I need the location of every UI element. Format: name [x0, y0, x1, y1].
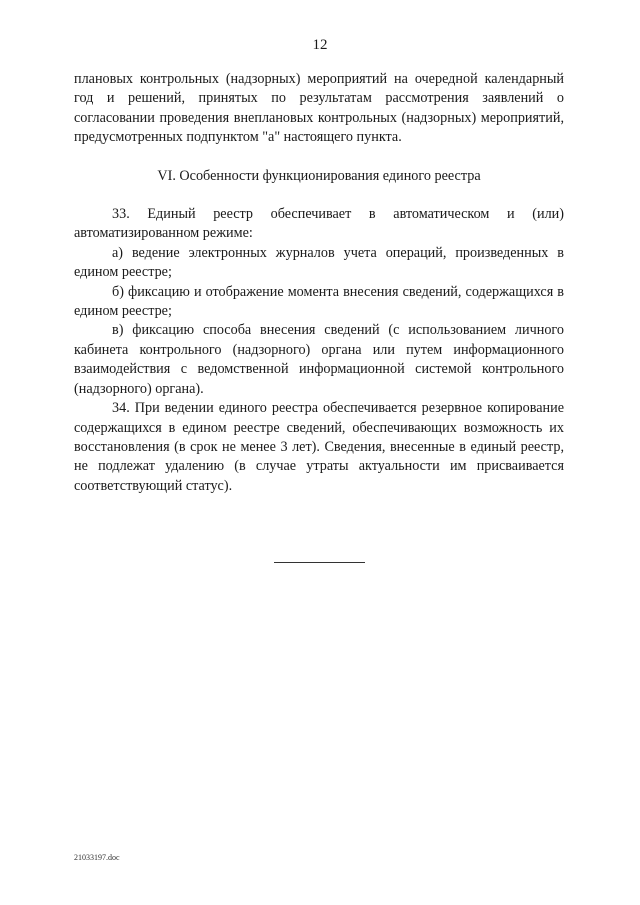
paragraph-33-a: а) ведение электронных журналов учета операций, произведенных в едином реестре; [74, 244, 564, 281]
footer-filename: 21033197.doc [74, 853, 120, 862]
page-number: 12 [312, 37, 328, 53]
paragraph-33-b: б) фиксацию и отображение момента внесения сведений, содержащихся в едином реестре; [74, 283, 564, 320]
paragraph-33: 33. Единый реестр обеспечивает в автоматическом и (или) автоматизированном режиме: [74, 206, 564, 242]
document-body [74, 70, 564, 496]
section-title: VI. Особенности функционирования единого реестра [157, 167, 481, 184]
paragraph-continuation: плановых контрольных (надзорных) мероприятий на очередной календарный год и решений, принятых по результатам рассмотрения заявлений о согласовании проведения внеплановых контрольных (надзорных) мероприятий, предусмотренных подпунктом "а" настоящего пункта. [74, 71, 564, 146]
paragraph-33-c: в) фиксацию способа внесения сведений (с использованием личного кабинета контрольного (надзорного) органа или путем информационного взаимодействия с ведомственной информационной системой контрольного (надзорного) органа). [74, 322, 564, 397]
end-separator-line [274, 562, 365, 563]
paragraph-34: 34. При ведении единого реестра обеспечивается резервное копирование содержащихся в едином реестре сведений, обеспечивающих возможность их восстановления (в срок не менее 3 лет). Сведения, внесенные в единый реестр, не подлежат удалению (в случае утраты актуальности им присваивается соответствующий статус). [74, 400, 564, 494]
